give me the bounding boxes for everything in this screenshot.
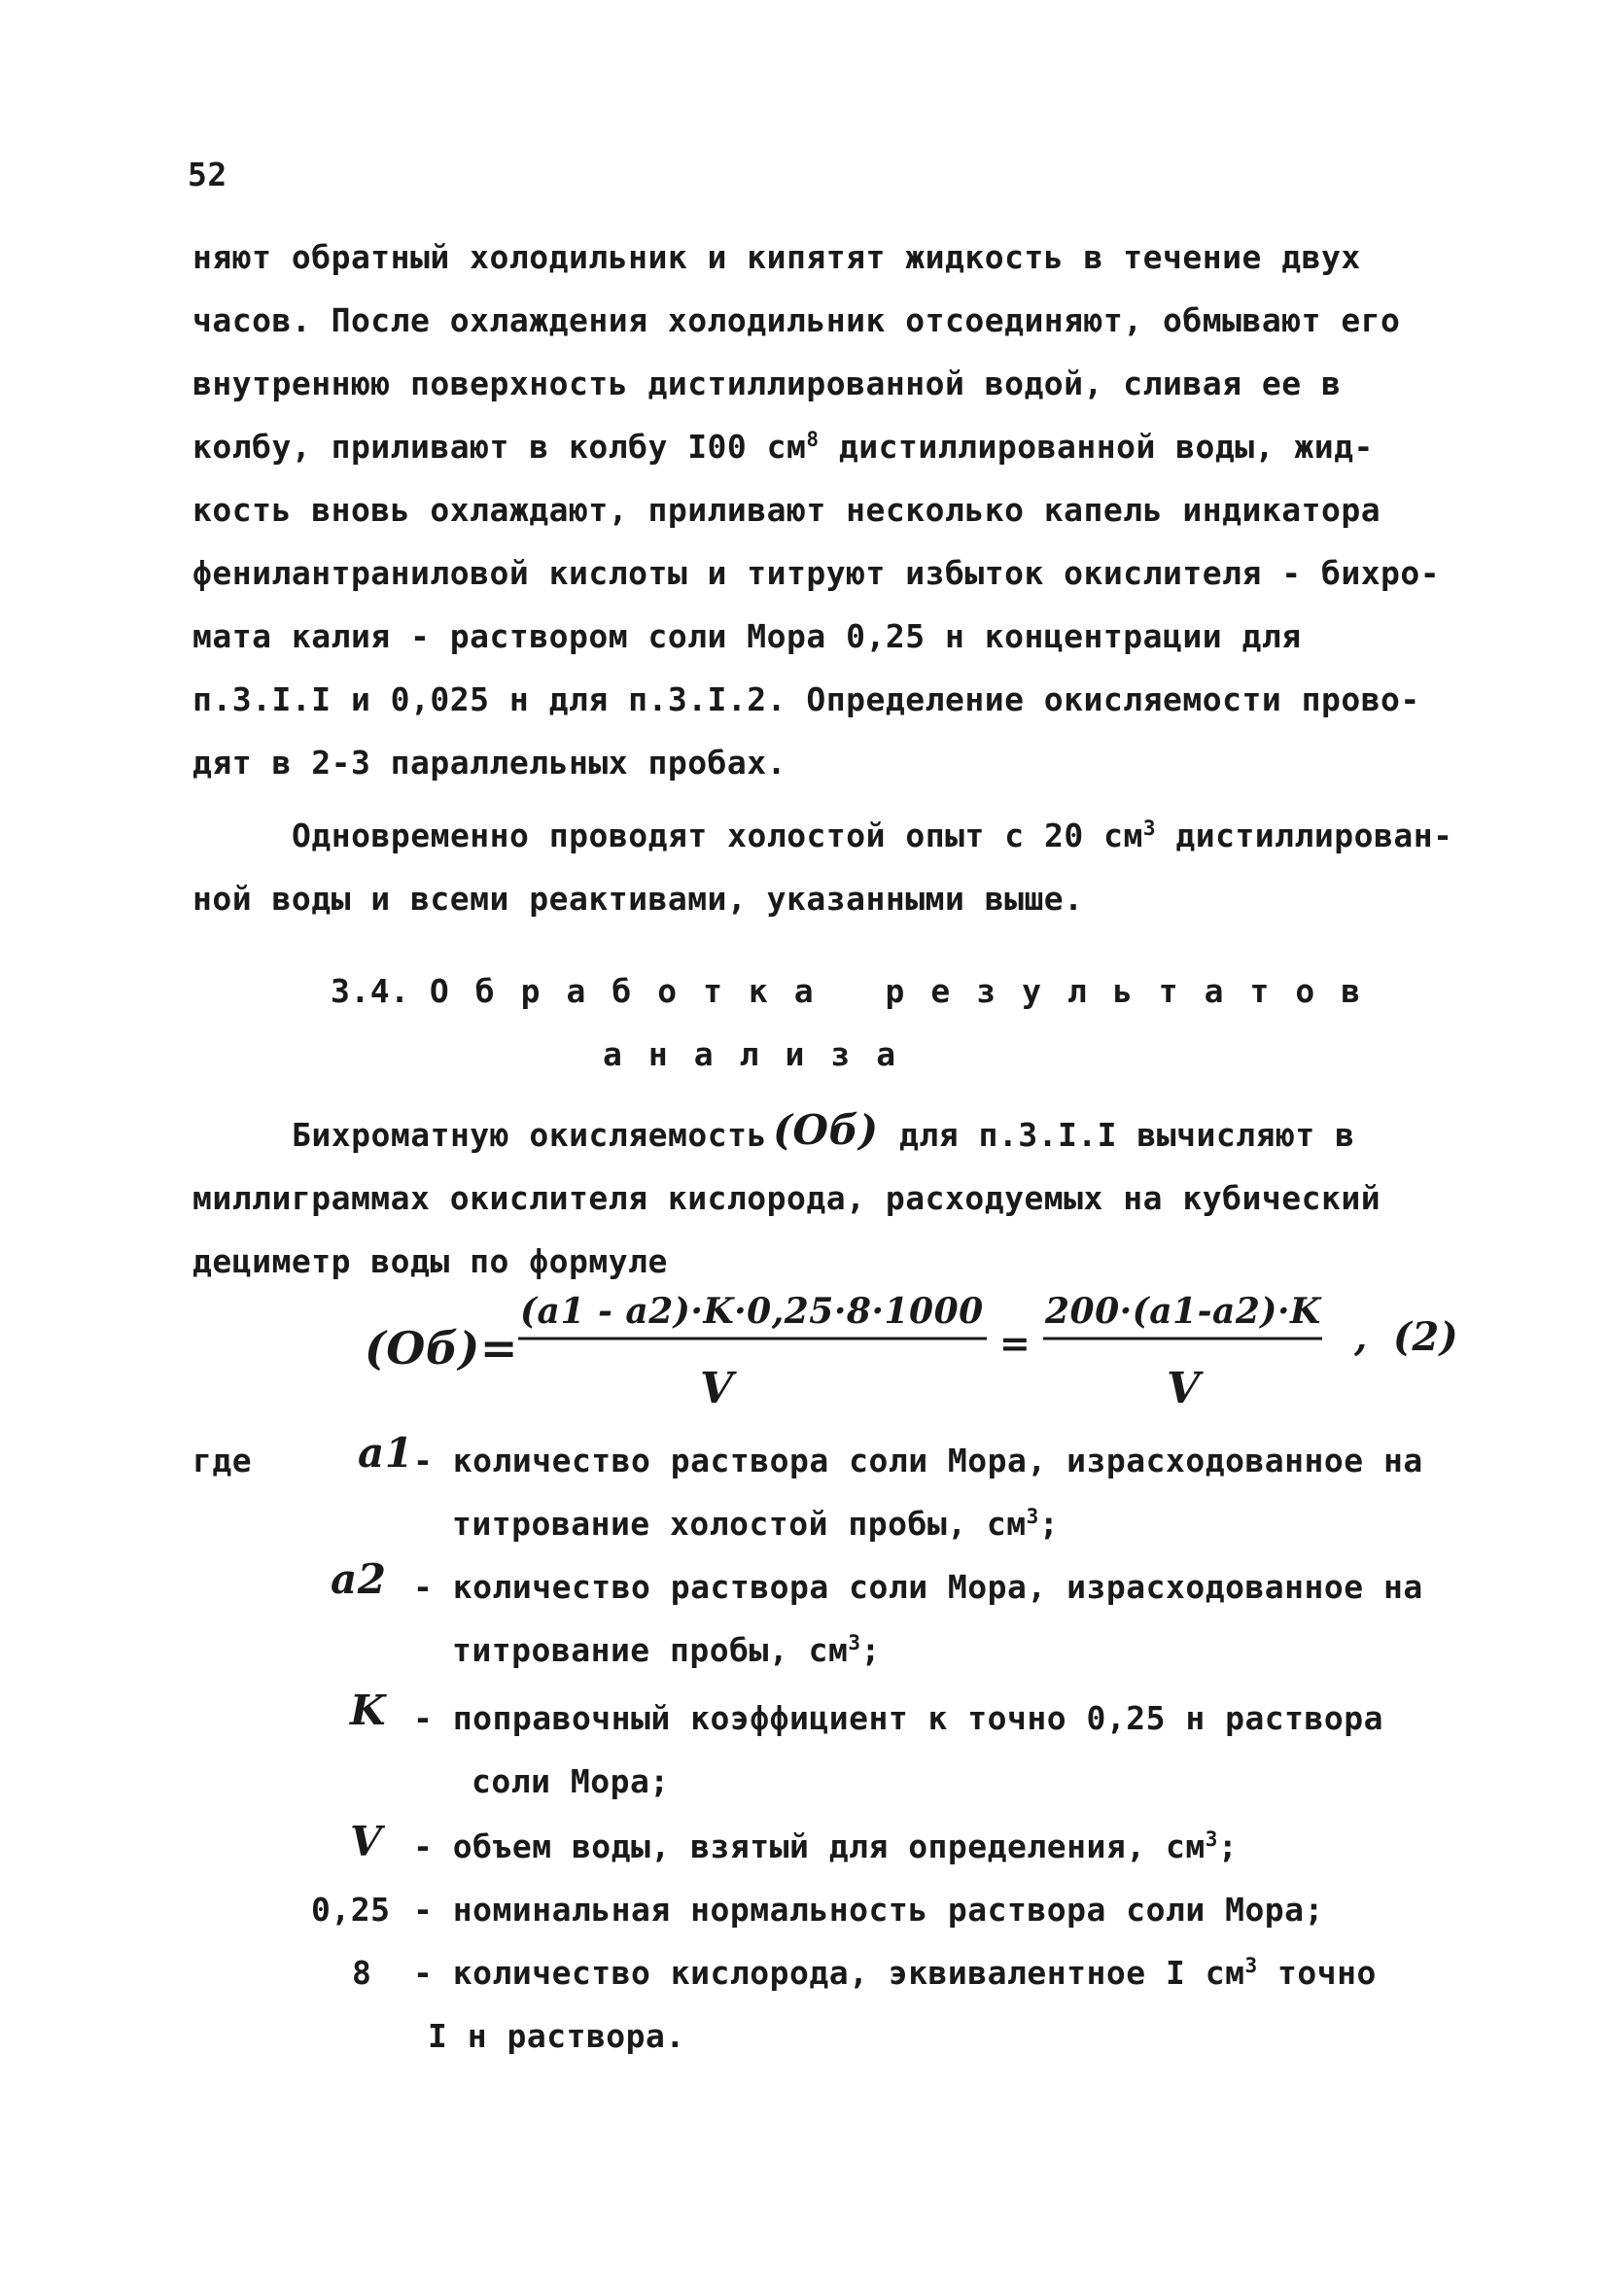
formula xyxy=(365,1288,1483,1414)
formula-numerator-2: 200·(a1-a2)·K xyxy=(1045,1291,1321,1332)
text-line: миллиграммах окислителя кислорода, расходуемых на кубический xyxy=(192,1179,1381,1217)
formula-denominator-1: V xyxy=(700,1364,734,1413)
text-line: п.3.I.I и 0,025 н для п.3.I.2. Определение окисляемости прово- xyxy=(192,680,1420,718)
symbol-a1: a1 xyxy=(358,1429,414,1477)
symbol-v: V xyxy=(350,1818,383,1865)
text-line xyxy=(192,428,1374,466)
text-line xyxy=(292,1116,767,1154)
text-segment: Бихроматную окисляемость xyxy=(292,1116,767,1154)
superscript: 3 xyxy=(1142,817,1156,840)
formula-lhs: (Oб)= xyxy=(365,1322,518,1374)
text-segment: Одновременно проводят холостой опыт с 20 см xyxy=(292,817,1143,854)
definition-line: - поправочный коэффициент к точно 0,25 н раствора xyxy=(413,1699,1384,1737)
definition-line xyxy=(452,1505,1059,1543)
text-segment: ; xyxy=(860,1631,881,1669)
definition-line xyxy=(452,1631,881,1669)
superscript: 8 xyxy=(806,428,820,451)
text-segment: дистиллированной воды, жид- xyxy=(819,428,1374,466)
definition-line: соли Мора; xyxy=(472,1762,670,1800)
superscript: 3 xyxy=(1205,1827,1218,1851)
formula-denominator-2: V xyxy=(1167,1364,1201,1413)
definition-line: - количество раствора соли Мора, израсходованное на xyxy=(413,1568,1423,1606)
page-number: 52 xyxy=(188,156,227,193)
text-line: няют обратный холодильник и кипятят жидкость в течение двух xyxy=(192,238,1361,276)
text-segment: колбу, приливают в колбу I00 см xyxy=(192,428,807,466)
text-line: дециметр воды по формуле xyxy=(192,1242,668,1280)
formula-comma: , xyxy=(1354,1315,1368,1359)
definition-line: I н раствора. xyxy=(428,2017,685,2055)
text-segment: ; xyxy=(1038,1505,1060,1543)
symbol-nominal: 0,25 xyxy=(311,1891,391,1929)
section-heading xyxy=(331,972,1386,1010)
superscript: 3 xyxy=(1244,1954,1258,1977)
symbol-a2: a2 xyxy=(331,1555,387,1603)
text-line: для п.3.I.I вычисляют в xyxy=(899,1116,1355,1154)
symbol-eight: 8 xyxy=(352,1954,372,1992)
formula-equals: = xyxy=(999,1321,1031,1365)
definition-line: - количество раствора соли Мора, израсходованное на xyxy=(413,1442,1423,1479)
text-segment: титрование холостой пробы, см xyxy=(452,1505,1027,1543)
formula-number: (2) xyxy=(1393,1314,1459,1360)
definition-line xyxy=(413,1954,1377,1992)
formula-numerator-1: (a1 - a2)·K·0,25·8·1000 xyxy=(520,1291,984,1332)
text-line: внутреннюю поверхность дистиллированной водой, сливая ее в xyxy=(192,365,1342,402)
symbol-k: K xyxy=(350,1687,387,1734)
superscript: 3 xyxy=(1026,1505,1039,1528)
text-line: дят в 2-3 параллельных пробах. xyxy=(192,744,787,782)
definition-line xyxy=(413,1827,1238,1865)
text-line: фенилантраниловой кислоты и титруют избыток окислителя - бихро- xyxy=(192,554,1441,592)
text-segment: ; xyxy=(1217,1827,1239,1865)
text-segment: титрование пробы, см xyxy=(452,1631,849,1669)
oxidizability-symbol: (Oб) xyxy=(773,1106,879,1154)
text-line: кость вновь охлаждают, приливают несколько капель индикатора xyxy=(192,491,1381,529)
definition-line: - номинальная нормальность раствора соли Мора; xyxy=(413,1891,1324,1929)
text-segment: дистиллирован- xyxy=(1155,817,1453,854)
text-line: ной воды и всеми реактивами, указанными выше. xyxy=(192,880,1084,918)
text-segment: точно xyxy=(1257,1954,1377,1992)
section-title-line2: анализа xyxy=(603,1035,923,1073)
section-title-line1: Обработка результатов xyxy=(429,972,1387,1010)
where-label: где xyxy=(192,1442,253,1479)
text-segment: - количество кислорода, эквивалентное I см xyxy=(413,1954,1245,1992)
section-number: 3.4. xyxy=(331,972,410,1010)
text-line xyxy=(292,817,1452,854)
superscript: 3 xyxy=(848,1631,861,1654)
text-segment: - объем воды, взятый для определения, см xyxy=(413,1827,1206,1865)
text-line: мата калия - раствором соли Мора 0,25 н концентрации для xyxy=(192,617,1302,655)
text-line: часов. После охлаждения холодильник отсоединяют, обмывают его xyxy=(192,301,1401,339)
